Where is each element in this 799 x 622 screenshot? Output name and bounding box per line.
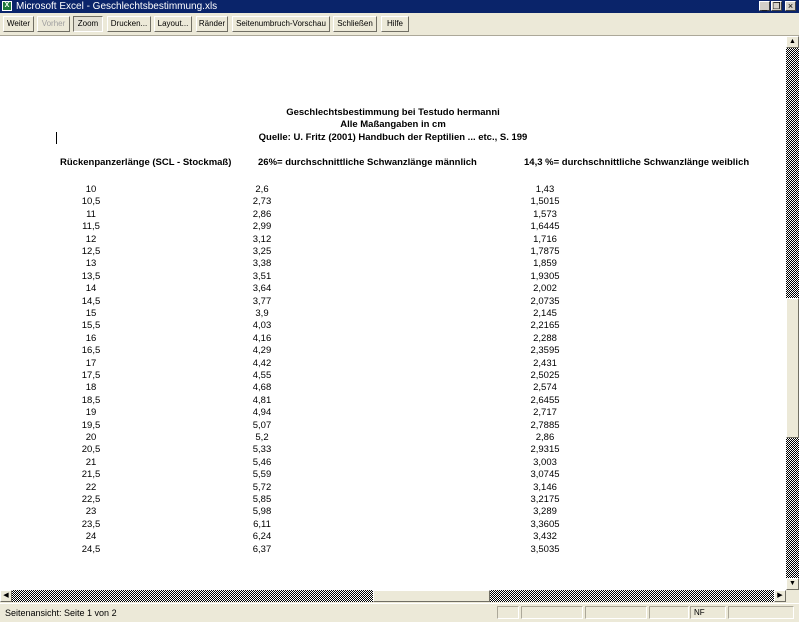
female-tail-cell: 1,5015 <box>530 196 560 208</box>
female-tail-cell: 2,145 <box>533 308 557 319</box>
female-tail-cell: 1,7875 <box>530 246 560 257</box>
excel-icon[interactable]: X <box>2 1 12 11</box>
male-tail-cell: 4,81 <box>252 394 272 406</box>
scl-cell: 23 <box>85 506 97 518</box>
male-tail-cell: 3,64 <box>252 283 272 295</box>
scrollbar-corner <box>786 590 799 602</box>
female-tail-cell: 3,289 <box>533 506 557 518</box>
scl-cell: 13 <box>85 258 97 270</box>
scroll-down-arrow-icon[interactable]: ▼ <box>786 578 799 590</box>
female-tail-cell: 3,003 <box>533 456 557 468</box>
page-break-preview-button[interactable]: Seitenumbruch-Vorschau <box>232 16 330 32</box>
title-bar <box>0 0 799 13</box>
male-tail-cell: 2,86 <box>252 208 272 220</box>
male-tail-cell: 2,73 <box>252 196 272 208</box>
scl-cell: 13,5 <box>81 270 101 282</box>
scl-cell: 23,5 <box>81 518 101 530</box>
column-header-female: 14,3 %= durchschnittliche Schwanzlänge weiblich <box>524 157 750 168</box>
scl-cell: 18,5 <box>81 394 101 406</box>
male-tail-cell: 4,29 <box>252 345 272 357</box>
female-tail-cell: 1,9305 <box>530 270 560 282</box>
male-tail-cell: 5,59 <box>252 469 272 481</box>
layout-button[interactable]: Layout... <box>154 16 192 32</box>
male-tail-cell: 4,55 <box>252 370 272 381</box>
horizontal-scrollbar[interactable] <box>0 590 786 602</box>
close-button[interactable]: × <box>785 1 796 11</box>
male-tail-cell: 6,11 <box>253 518 271 530</box>
scl-cell: 18 <box>85 382 97 394</box>
scl-cell: 21 <box>85 456 97 468</box>
male-tail-cell: 4,68 <box>252 382 272 394</box>
scl-cell: 24,5 <box>81 543 101 555</box>
close-preview-button[interactable]: Schließen <box>333 16 377 32</box>
female-tail-cell: 3,146 <box>533 481 557 493</box>
male-tail-cell: 5,72 <box>252 481 272 493</box>
scl-cell: 12,5 <box>81 246 101 257</box>
male-tail-cell: 5,2 <box>255 432 269 443</box>
preview-area[interactable] <box>0 36 786 590</box>
scl-cell: 19,5 <box>81 419 101 431</box>
male-tail-cell: 5,85 <box>252 494 272 505</box>
restore-button[interactable]: ❐ <box>772 1 781 11</box>
male-tail-cell: 5,98 <box>252 506 272 518</box>
male-tail-cell: 3,77 <box>252 295 272 307</box>
help-button[interactable]: Hilfe <box>381 16 409 32</box>
female-tail-cell: 2,002 <box>533 283 557 295</box>
female-tail-cell: 2,717 <box>533 407 557 419</box>
scl-cell: 24 <box>85 531 97 543</box>
sheet-subtitle: Alle Maßangaben in cm <box>340 119 446 130</box>
male-tail-cell: 4,16 <box>252 332 272 344</box>
scl-cell: 15 <box>85 308 97 319</box>
scl-cell: 16 <box>85 332 97 344</box>
female-tail-cell: 3,432 <box>533 531 557 543</box>
male-tail-cell: 5,46 <box>252 456 272 468</box>
male-tail-cell: 3,51 <box>252 270 272 282</box>
scl-cell: 12 <box>85 233 97 245</box>
scl-cell: 11,5 <box>82 221 100 233</box>
male-tail-cell: 6,37 <box>252 543 272 555</box>
male-tail-cell: 4,94 <box>252 407 272 419</box>
female-tail-cell: 2,0735 <box>530 295 560 307</box>
female-tail-cell: 2,288 <box>533 332 557 344</box>
male-tail-cell: 6,24 <box>252 531 272 543</box>
scl-cell: 10 <box>85 184 97 195</box>
male-tail-cell: 3,38 <box>252 258 272 270</box>
male-tail-cell: 2,99 <box>252 221 272 233</box>
previous-page-button[interactable]: Vorher <box>37 16 70 32</box>
scl-cell: 22 <box>85 481 97 493</box>
scroll-left-arrow-icon[interactable]: ◀ <box>0 590 12 602</box>
preview-page[interactable] <box>0 36 786 590</box>
male-tail-cell: 5,07 <box>252 419 272 431</box>
print-preview-toolbar <box>0 13 799 36</box>
male-tail-cell: 3,25 <box>252 246 272 257</box>
female-tail-cell: 2,3595 <box>530 345 560 357</box>
male-tail-cell: 3,12 <box>252 233 272 245</box>
status-text: Seitenansicht: Seite 1 von 2 <box>5 608 117 618</box>
female-tail-cell: 1,573 <box>533 208 557 220</box>
status-panel <box>585 606 647 619</box>
column-header-scl: Rückenpanzerlänge (SCL - Stockmaß) <box>60 157 232 168</box>
num-lock-indicator: NF <box>690 606 726 619</box>
scl-cell: 15,5 <box>81 320 101 332</box>
scl-cell: 16,5 <box>81 345 101 357</box>
female-tail-cell: 1,859 <box>533 258 557 270</box>
female-tail-cell: 2,6455 <box>530 394 560 406</box>
scl-cell: 21,5 <box>81 469 101 481</box>
female-tail-cell: 1,43 <box>535 184 555 195</box>
status-panel <box>497 606 519 619</box>
female-tail-cell: 1,6445 <box>530 221 560 233</box>
horizontal-scroll-thumb[interactable] <box>373 590 490 602</box>
scl-cell: 14,5 <box>81 295 101 307</box>
scl-cell: 19 <box>85 407 97 419</box>
scroll-right-arrow-icon[interactable]: ▶ <box>774 590 786 602</box>
sheet-title: Geschlechtsbestimmung bei Testudo hermanni <box>286 107 500 118</box>
minimize-button[interactable]: _ <box>759 1 770 11</box>
zoom-button[interactable]: Zoom <box>73 16 103 32</box>
female-tail-cell: 1,716 <box>533 233 557 245</box>
male-tail-cell: 4,42 <box>252 357 272 369</box>
female-tail-cell: 3,5035 <box>530 543 560 555</box>
female-tail-cell: 2,5025 <box>530 370 560 381</box>
sheet-source: Quelle: U. Fritz (2001) Handbuch der Reptilien ... etc., S. 199 <box>258 132 528 143</box>
scl-cell: 11 <box>86 208 96 220</box>
column-header-male: 26%= durchschnittliche Schwanzlänge männlich <box>258 157 477 168</box>
status-panel <box>521 606 583 619</box>
scl-cell: 14 <box>85 283 97 295</box>
margins-button[interactable]: Ränder <box>196 16 228 32</box>
female-tail-cell: 2,574 <box>533 382 557 394</box>
female-tail-cell: 2,431 <box>533 357 557 369</box>
next-page-button[interactable]: Weiter <box>3 16 34 32</box>
scl-cell: 20 <box>85 432 97 443</box>
female-tail-cell: 3,0745 <box>530 469 560 481</box>
female-tail-cell: 3,3605 <box>530 518 560 530</box>
status-panel <box>728 606 794 619</box>
status-panel <box>649 606 689 619</box>
scl-cell: 17,5 <box>81 370 101 381</box>
text-cursor <box>56 132 57 144</box>
print-button[interactable]: Drucken... <box>107 16 151 32</box>
scl-cell: 20,5 <box>81 444 101 456</box>
scroll-up-arrow-icon[interactable]: ▲ <box>786 36 799 48</box>
vertical-scrollbar[interactable] <box>786 36 799 590</box>
status-bar <box>0 603 799 622</box>
female-tail-cell: 2,2165 <box>530 320 560 332</box>
male-tail-cell: 3,9 <box>255 308 269 319</box>
male-tail-cell: 5,33 <box>252 444 272 456</box>
female-tail-cell: 2,86 <box>535 432 555 443</box>
scl-cell: 10,5 <box>81 196 101 208</box>
vertical-scroll-thumb[interactable] <box>786 298 799 438</box>
female-tail-cell: 3,2175 <box>530 494 560 505</box>
scl-cell: 22,5 <box>81 494 101 505</box>
window-title: Microsoft Excel - Geschlechtsbestimmung.xls <box>16 1 218 12</box>
male-tail-cell: 2,6 <box>255 184 269 195</box>
scl-cell: 17 <box>85 357 97 369</box>
male-tail-cell: 4,03 <box>252 320 272 332</box>
female-tail-cell: 2,7885 <box>530 419 560 431</box>
female-tail-cell: 2,9315 <box>530 444 560 456</box>
